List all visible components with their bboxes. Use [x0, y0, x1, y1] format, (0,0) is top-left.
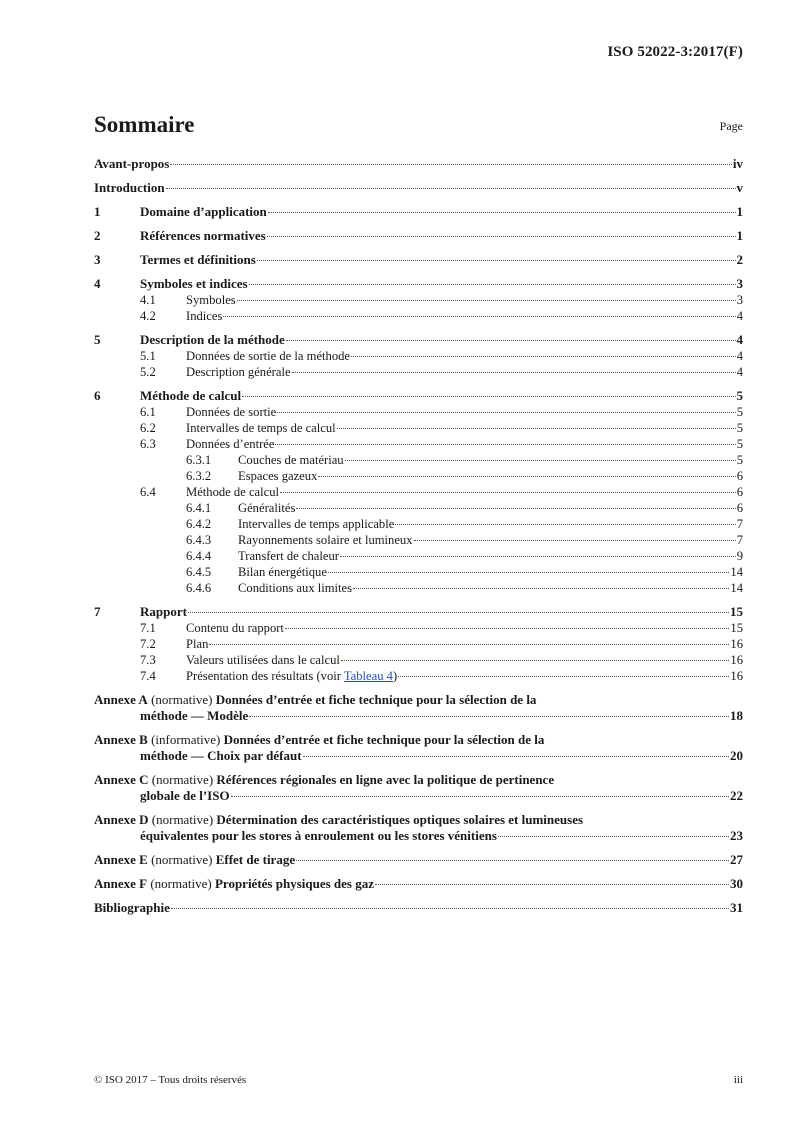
toc-entry-7-2[interactable]: 7.2 Plan 16	[140, 637, 743, 651]
toc-entry-avant-propos[interactable]: Avant-propos iv	[94, 156, 743, 171]
dot-leader	[292, 372, 736, 373]
toc-entry-6-4[interactable]: 6.4 Méthode de calcul 6	[140, 485, 743, 499]
dot-leader	[337, 428, 736, 429]
toc-entry-6-4-3[interactable]: 6.4.3 Rayonnements solaire et lumineux 7	[186, 533, 743, 547]
toc-entry-7-4[interactable]: 7.4 Présentation des résultats (voir Tableau 4) 16	[140, 669, 743, 683]
dot-leader	[249, 716, 729, 717]
toc-entry-6-3-2[interactable]: 6.3.2 Espaces gazeux 6	[186, 469, 743, 483]
toc-entry-bibliographie[interactable]: Bibliographie 31	[94, 900, 743, 915]
document-code: ISO 52022-3:2017(F)	[607, 44, 743, 60]
toc-entry-section-3[interactable]: 3 Termes et définitions 2	[94, 252, 743, 267]
dot-leader	[395, 524, 735, 525]
dot-leader	[171, 908, 729, 909]
toc-entry-4-1[interactable]: 4.1 Symboles 3	[140, 293, 743, 307]
page-title: Sommaire	[94, 112, 195, 137]
toc-entry-introduction[interactable]: Introduction v	[94, 180, 743, 195]
dot-leader	[267, 236, 736, 237]
dot-leader	[375, 884, 729, 885]
toc-entry-6-4-4[interactable]: 6.4.4 Transfert de chaleur 9	[186, 549, 743, 563]
toc-entry-6-1[interactable]: 6.1 Données de sortie 5	[140, 405, 743, 419]
dot-leader	[277, 412, 735, 413]
toc-entry-6-4-5[interactable]: 6.4.5 Bilan énergétique 14	[186, 565, 743, 579]
dot-leader	[414, 540, 736, 541]
dot-leader	[249, 284, 736, 285]
dot-leader	[231, 796, 729, 797]
dot-leader	[223, 316, 735, 317]
dot-leader	[296, 508, 735, 509]
dot-leader	[209, 644, 729, 645]
toc-entry-section-7[interactable]: 7 Rapport 15	[94, 604, 743, 619]
dot-leader	[345, 460, 736, 461]
toc-entry-annexe-a[interactable]: Annexe A (normative) Données d’entrée et fiche technique pour la sélection de la méthode — Modèle 18	[94, 692, 743, 723]
toc-entry-section-5[interactable]: 5 Description de la méthode 4	[94, 332, 743, 347]
dot-leader	[498, 836, 729, 837]
toc-entry-annexe-b[interactable]: Annexe B (informative) Données d’entrée et fiche technique pour la sélection de la méthode — Choix par défaut 20	[94, 732, 743, 763]
dot-leader	[166, 188, 736, 189]
toc-entry-6-4-1[interactable]: 6.4.1 Généralités 6	[186, 501, 743, 515]
toc-entry-5-1[interactable]: 5.1 Données de sortie de la méthode 4	[140, 349, 743, 363]
toc-entry-6-4-2[interactable]: 6.4.2 Intervalles de temps applicable 7	[186, 517, 743, 531]
dot-leader	[303, 756, 729, 757]
dot-leader	[398, 676, 729, 677]
tableau-4-link[interactable]: Tableau 4	[343, 669, 393, 683]
toc-entry-annexe-d[interactable]: Annexe D (normative) Détermination des caractéristiques optiques solaires et lumineuses équivalentes pour les stores à enroulement ou les stores vénitiens 23	[94, 812, 743, 843]
dot-leader	[280, 492, 736, 493]
toc-entry-section-2[interactable]: 2 Références normatives 1	[94, 228, 743, 243]
toc-entry-6-3[interactable]: 6.3 Données d’entrée 5	[140, 437, 743, 451]
dot-leader	[268, 212, 736, 213]
toc-entry-6-4-6[interactable]: 6.4.6 Conditions aux limites 14	[186, 581, 743, 595]
dot-leader	[286, 340, 736, 341]
dot-leader	[237, 300, 736, 301]
dot-leader	[328, 572, 729, 573]
toc-entry-5-2[interactable]: 5.2 Description générale 4	[140, 365, 743, 379]
toc-entry-4-2[interactable]: 4.2 Indices 4	[140, 309, 743, 323]
toc-entry-7-1[interactable]: 7.1 Contenu du rapport 15	[140, 621, 743, 635]
dot-leader	[170, 164, 732, 165]
dot-leader	[257, 260, 736, 261]
toc-entry-annexe-c[interactable]: Annexe C (normative) Références régionales en ligne avec la politique de pertinence globale de l’ISO 22	[94, 772, 743, 803]
dot-leader	[285, 628, 729, 629]
copyright-notice: © ISO 2017 – Tous droits réservés	[94, 1074, 247, 1086]
dot-leader	[188, 612, 729, 613]
page-column-label: Page	[719, 119, 743, 133]
dot-leader	[341, 660, 730, 661]
dot-leader	[318, 476, 735, 477]
table-of-contents	[94, 156, 743, 916]
toc-entry-section-6[interactable]: 6 Méthode de calcul 5	[94, 388, 743, 403]
dot-leader	[242, 396, 735, 397]
toc-entry-6-3-1[interactable]: 6.3.1 Couches de matériau 5	[186, 453, 743, 467]
toc-entry-section-4[interactable]: 4 Symboles et indices 3	[94, 276, 743, 291]
toc-entry-annexe-e[interactable]: Annexe E (normative) Effet de tirage 27	[94, 852, 743, 867]
toc-entry-section-1[interactable]: 1 Domaine d’application 1	[94, 204, 743, 219]
dot-leader	[296, 860, 729, 861]
dot-leader	[353, 588, 729, 589]
toc-entry-annexe-f[interactable]: Annexe F (normative) Propriétés physiques des gaz 30	[94, 876, 743, 891]
page-number: iii	[733, 1074, 743, 1086]
toc-entry-7-3[interactable]: 7.3 Valeurs utilisées dans le calcul 16	[140, 653, 743, 667]
toc-entry-6-2[interactable]: 6.2 Intervalles de temps de calcul 5	[140, 421, 743, 435]
dot-leader	[275, 444, 735, 445]
dot-leader	[351, 356, 736, 357]
dot-leader	[340, 556, 736, 557]
